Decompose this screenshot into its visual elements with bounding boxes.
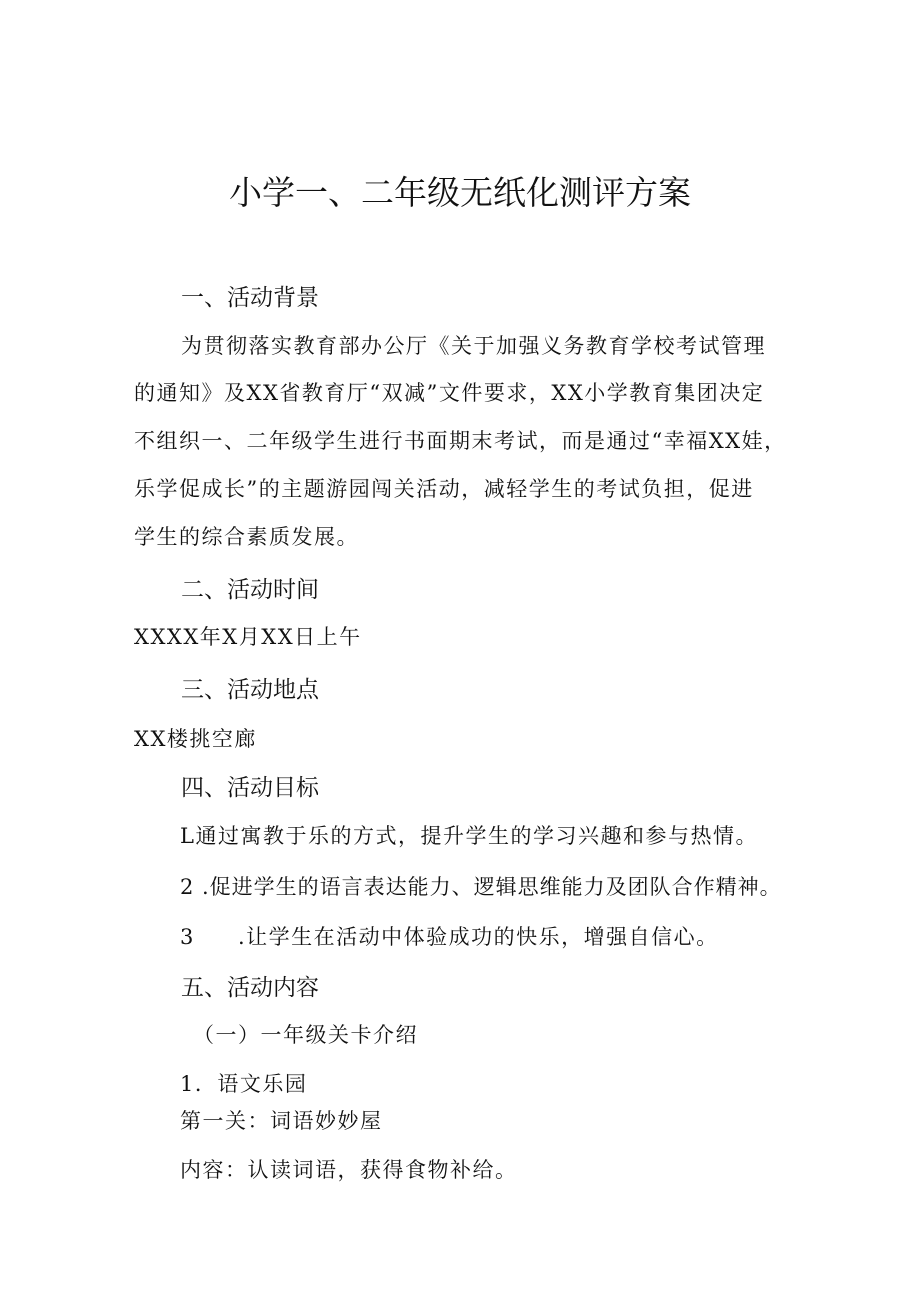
section-heading-content: 五、活动内容 [181, 975, 319, 1001]
section-heading-location: 三、活动地点 [181, 677, 319, 703]
goal-item-3: .让学生在活动中体验成功的快乐，增强自信心。 [238, 925, 719, 949]
goal-item-1: L通过寓教于乐的方式，提升学生的学习兴趣和参与热情。 [180, 824, 758, 848]
goal-number-2: 2 [180, 875, 194, 899]
item-title-chinese: 1．语文乐园 [180, 1072, 308, 1096]
section-heading-background: 一、活动背景 [181, 285, 319, 311]
level-title: 第一关：词语妙妙屋 [180, 1109, 383, 1133]
activity-time-value: XXXX年X月XX日上午 [134, 625, 362, 649]
paragraph-line: 不组织一、二年级学生进行书面期末考试，而是通过“幸福XX娃， [134, 429, 787, 453]
paragraph-line: 的通知》及XX省教育厅“双减”文件要求，XX小学教育集团决定 [134, 381, 765, 405]
document-title: 小学一、二年级无纸化测评方案 [229, 173, 691, 212]
paragraph-line: 乐学促成长”的主题游园闯关活动，减轻学生的考试负担，促进 [134, 477, 754, 501]
activity-location-value: XX楼挑空廊 [134, 727, 257, 751]
section-heading-goals: 四、活动目标 [181, 775, 319, 801]
sub-heading-grade-one: （一）一年级关卡介绍 [193, 1023, 418, 1047]
section-heading-time: 二、活动时间 [181, 577, 319, 603]
paragraph-line: 学生的综合素质发展。 [134, 525, 359, 549]
goal-item-2: .促进学生的语言表达能力、逻辑思维能力及团队合作精神。 [202, 875, 782, 899]
level-content: 内容：认读词语，获得食物补给。 [180, 1158, 518, 1182]
goal-number-3: 3 [180, 925, 194, 949]
paragraph-line: 为贯彻落实教育部办公厅《关于加强义务教育学校考试管理 [181, 334, 766, 358]
